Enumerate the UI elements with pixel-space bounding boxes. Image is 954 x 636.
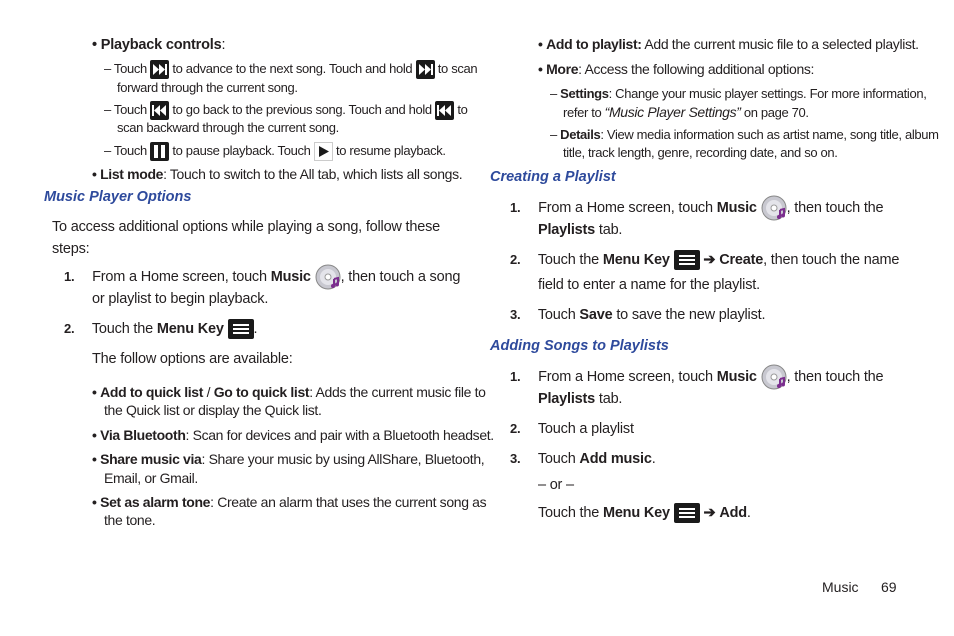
adding-step-1-cont: Playlists tab.	[538, 391, 623, 407]
details-subitem: – Details: View media information such as artist name, song title, album	[550, 127, 939, 142]
option-quick-list-cont: the Quick list or display the Quick list.	[104, 402, 322, 418]
list-mode-item: • List mode: Touch to switch to the All tab, which lists all songs.	[92, 166, 463, 182]
music-app-icon	[761, 364, 787, 390]
details-subitem-cont: title, track length, genre, recording date, and so on.	[563, 145, 838, 160]
adding-step-3: 3. Touch Add music.	[510, 451, 656, 467]
pause-icon	[150, 142, 169, 161]
menu-key-icon	[674, 503, 700, 523]
option-alarm-tone: • Set as alarm tone: Create an alarm that uses the current song as	[92, 494, 487, 510]
intro-text: To access additional options while playing a song, follow these	[52, 219, 441, 235]
playback-controls-label: Playback controls	[100, 37, 222, 53]
creating-step-2-cont: field to enter a name for the playlist.	[538, 277, 760, 293]
creating-playlist-heading: Creating a Playlist	[490, 169, 616, 185]
footer-section: Music	[822, 579, 859, 595]
add-to-playlist-item: • Add to playlist: Add the current music file to a selected playlist.	[538, 36, 919, 52]
playback-controls-item: • Playback controls:	[92, 37, 226, 53]
arrow-icon: ➔	[703, 252, 716, 268]
adding-step-2: 2. Touch a playlist	[510, 421, 634, 437]
arrow-icon: ➔	[703, 505, 716, 521]
step-1-cont: or playlist to begin playback.	[92, 291, 269, 307]
pause-resume-instruction: – Touch to pause playback. Touch to resume playback.	[104, 142, 446, 161]
play-icon	[314, 142, 333, 161]
settings-subitem-cont: refer to “Music Player Settings” on page 70.	[563, 104, 809, 120]
creating-step-2: 2. Touch the Menu Key ➔ Create, then touch the name	[510, 250, 899, 270]
step-1: 1. From a Home screen, touch Music , then touch a song	[64, 264, 460, 290]
adding-step-1: 1. From a Home screen, touch Music , then touch the	[510, 364, 883, 390]
previous-song-instruction-cont: scan backward through the current song.	[117, 120, 339, 135]
fast-forward-hold-icon	[416, 60, 435, 79]
creating-step-1-cont: Playlists tab.	[538, 222, 623, 238]
music-player-options-heading: Music Player Options	[44, 189, 192, 205]
creating-step-1: 1. From a Home screen, touch Music , then touch the	[510, 195, 883, 221]
option-quick-list: • Add to quick list / Go to quick list: Adds the current music file to	[92, 384, 486, 400]
rewind-icon	[150, 101, 169, 120]
more-item: • More: Access the following additional options:	[538, 61, 815, 77]
next-song-instruction: – Touch to advance to the next song. Touch and hold to scan	[104, 60, 477, 79]
or-separator: – or –	[538, 477, 574, 493]
option-share-music-via: • Share music via: Share your music by using AllShare, Bluetooth,	[92, 451, 485, 467]
page-number: 69	[881, 579, 897, 595]
option-via-bluetooth: • Via Bluetooth: Scan for devices and pair with a Bluetooth headset.	[92, 427, 494, 443]
adding-songs-heading: Adding Songs to Playlists	[490, 338, 669, 354]
fast-forward-icon	[150, 60, 169, 79]
creating-step-3: 3. Touch Save to save the new playlist.	[510, 307, 766, 323]
music-app-icon	[315, 264, 341, 290]
music-app-icon	[761, 195, 787, 221]
option-share-music-via-cont: Email, or Gmail.	[104, 470, 198, 486]
menu-key-icon	[228, 319, 254, 339]
music-player-settings-link[interactable]: “Music Player Settings”	[604, 104, 741, 120]
settings-subitem: – Settings: Change your music player settings. For more information,	[550, 86, 927, 101]
previous-song-instruction: – Touch to go back to the previous song. Touch and hold to	[104, 101, 468, 120]
option-alarm-tone-cont: the tone.	[104, 512, 156, 528]
step-2: 2. Touch the Menu Key .	[64, 319, 257, 339]
menu-key-icon	[674, 250, 700, 270]
next-song-instruction-cont: forward through the current song.	[117, 80, 298, 95]
intro-text-cont: steps:	[52, 241, 90, 257]
adding-alt-step: Touch the Menu Key ➔ Add.	[538, 503, 751, 523]
list-mode-label: List mode	[100, 166, 164, 182]
options-intro: The follow options are available:	[92, 351, 293, 367]
rewind-hold-icon	[435, 101, 454, 120]
